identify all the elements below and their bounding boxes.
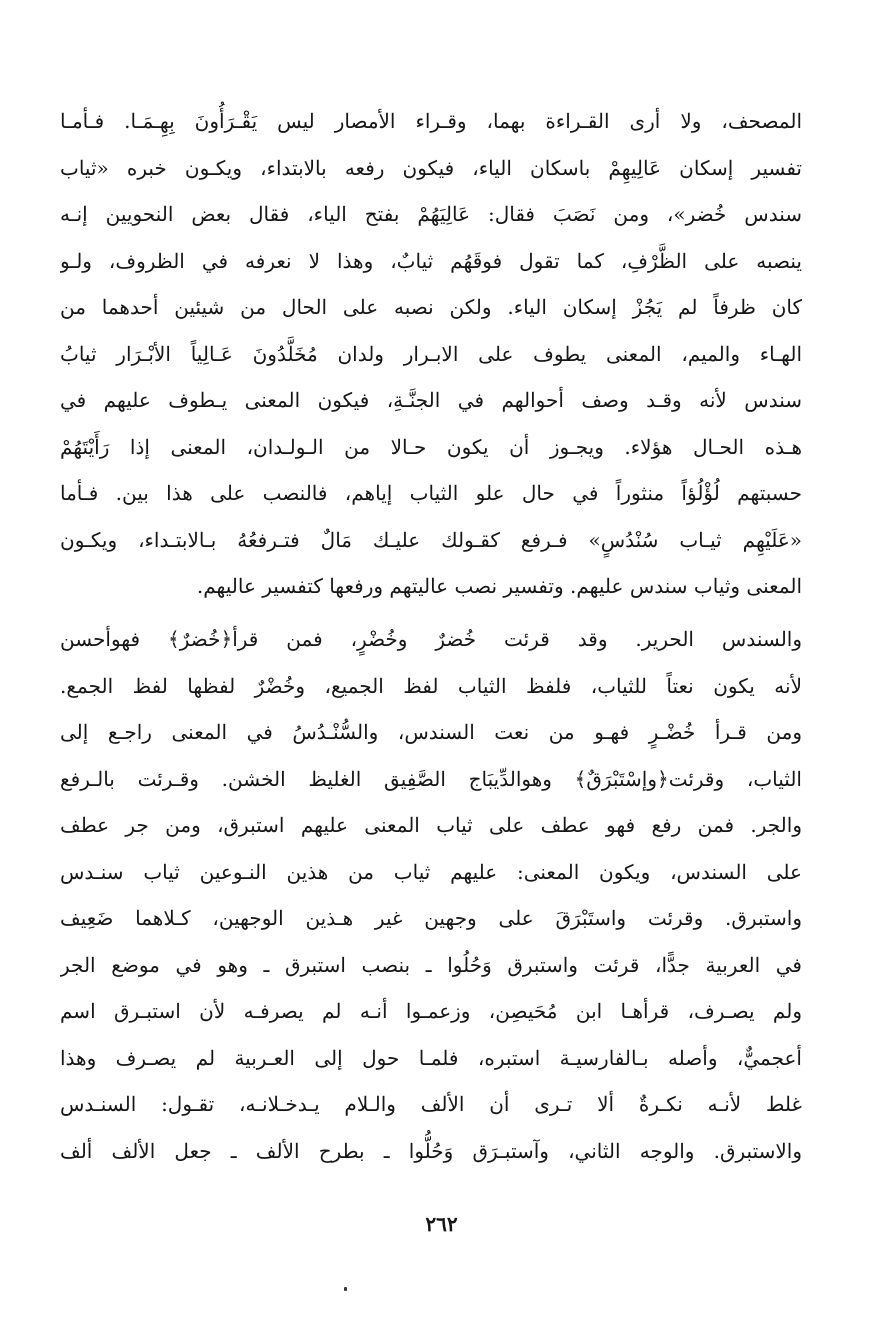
text-line: كان ظرفاً لم يَجُزْ إسكان الياء. ولكن نصبه على الحال من شيئين أحدهما من (60, 295, 802, 319)
text-line: هـذه الحـال هؤلاء. ويجـوز أن يكون حـالا من الـولـدان، المعنى إذا رَأَيْتَهُمْ (60, 434, 802, 459)
text-line: غلط لأنـه نكـرةٌ ألا تـرى أن الألف والـلام يـدخـلانـه، تقـول: السنـدس (60, 1092, 802, 1116)
scan-speck (344, 1287, 347, 1291)
paragraph-2 (60, 616, 802, 1174)
text-line: لأنه يكون نعتاً للثياب، فلفظ الثياب لفظ الجميع، وخُضْرٌ لفظها لفظ الجمع. (60, 673, 802, 698)
text-line: والاستبرق. والوجه الثاني، وآستبـرَق وَحُلُّوا ـ بطرح الألف ـ جعل الألف ألف (60, 1138, 802, 1163)
text-line: أعجميٌّ، وأصله بـالفارسيـة استبره، فلمـا حول إلى العـربية لم يصـرف وهذا (60, 1045, 802, 1070)
text-line: واستبرق. وقرئت واستَبْرَقَ على وجهين غير هـذين الوجهين، كـلاهما ضَعِيف (60, 906, 802, 930)
text-line: ولم يصـرف، قرأهـا ابن مُحَيصِن، وزعمـوا أنـه لم يصرفـه لأن استبـرق اسم (60, 999, 802, 1023)
page-number: ٢٦٢ (425, 1212, 458, 1236)
text-line: المعنى وثياب سندس عليهم. وتفسير نصب عاليتهم ورفعها كتفسير عاليهم. (196, 574, 802, 598)
text-line: حسبتهم لُؤْلُؤاً منثوراً في حال علو الثياب إياهم، فالنصب على هذا بين. فـأما (60, 481, 802, 505)
text-line: على السندس، ويكون المعنى: عليهم ثياب من هذين النـوعين ثياب سنـدس (60, 859, 802, 884)
text-line: سندس خُضر»، ومن نَصَبَ فقال: عَالِيَهُمْ بفتح الياء، فقال بعض النحويين إنـه (60, 202, 802, 226)
text-line: تفسير إسكان عَالِيهِمْ باسكان الياء، فيكون رفعه بالابتداء، ويكـون خبره «ثياب (60, 155, 802, 180)
paragraph-1 (60, 98, 802, 610)
text-line: سندس لأنه وقـد وصف أحوالهم في الجنَّـةِ، فيكون المعنى يـطوف عليهم في (60, 388, 802, 412)
text-line: والجر. فمن رفع فهو عطف على ثياب المعنى عليهم استبرق، ومن جر عطف (60, 813, 802, 837)
text-line: الثياب، وقرئت﴿وإسْتَبْرَقٌ﴾ وهوالدِّيبَاج الصَّفِيق الغليظ الخشن. وقـرئت بالـرفع (60, 766, 802, 791)
text-line: والسندس الحرير. وقد قرئت خُضرٌ وخُضْرٍ، فمن قرأ﴿خُضرٌ﴾ فهوأحسن (60, 627, 802, 651)
text-line: الهـاء والميم، المعنى يطوف على الابـرار ولدان مُخَلَّدُونَ عَـالِياً الأبْـرَار ثيابُ (60, 341, 802, 366)
text-line: ومن قـرأ خُضْـرٍ فهـو من نعت السندس، والسُّنْـدُسُ في المعنى راجـع إلى (60, 720, 802, 744)
text-line: في العربية جدًّا، قرئت واستبرق وَحُلُوا ـ بنصب استبرق ـ وهو في موضع الجر (60, 952, 802, 977)
text-line: ينصبه على الظَّرْفِ، كما تقول فوقَهُم ثيابٌ، وهذا لا نعرفه في الظروف، ولـو (60, 248, 802, 273)
text-line: المصحف، ولا أرى القـراءة بهما، وقـراء الأمصار ليس يَقْـرَأُونَ بِهِـمَـا. فـأمـا (60, 109, 802, 133)
text-line: «عَلَيْهِم ثيـاب سُنْدُسٍ» فـرفع كقـولك عليـك مَالٌ فتـرفعُهُ بـالابتـداء، ويكـون (60, 527, 802, 552)
